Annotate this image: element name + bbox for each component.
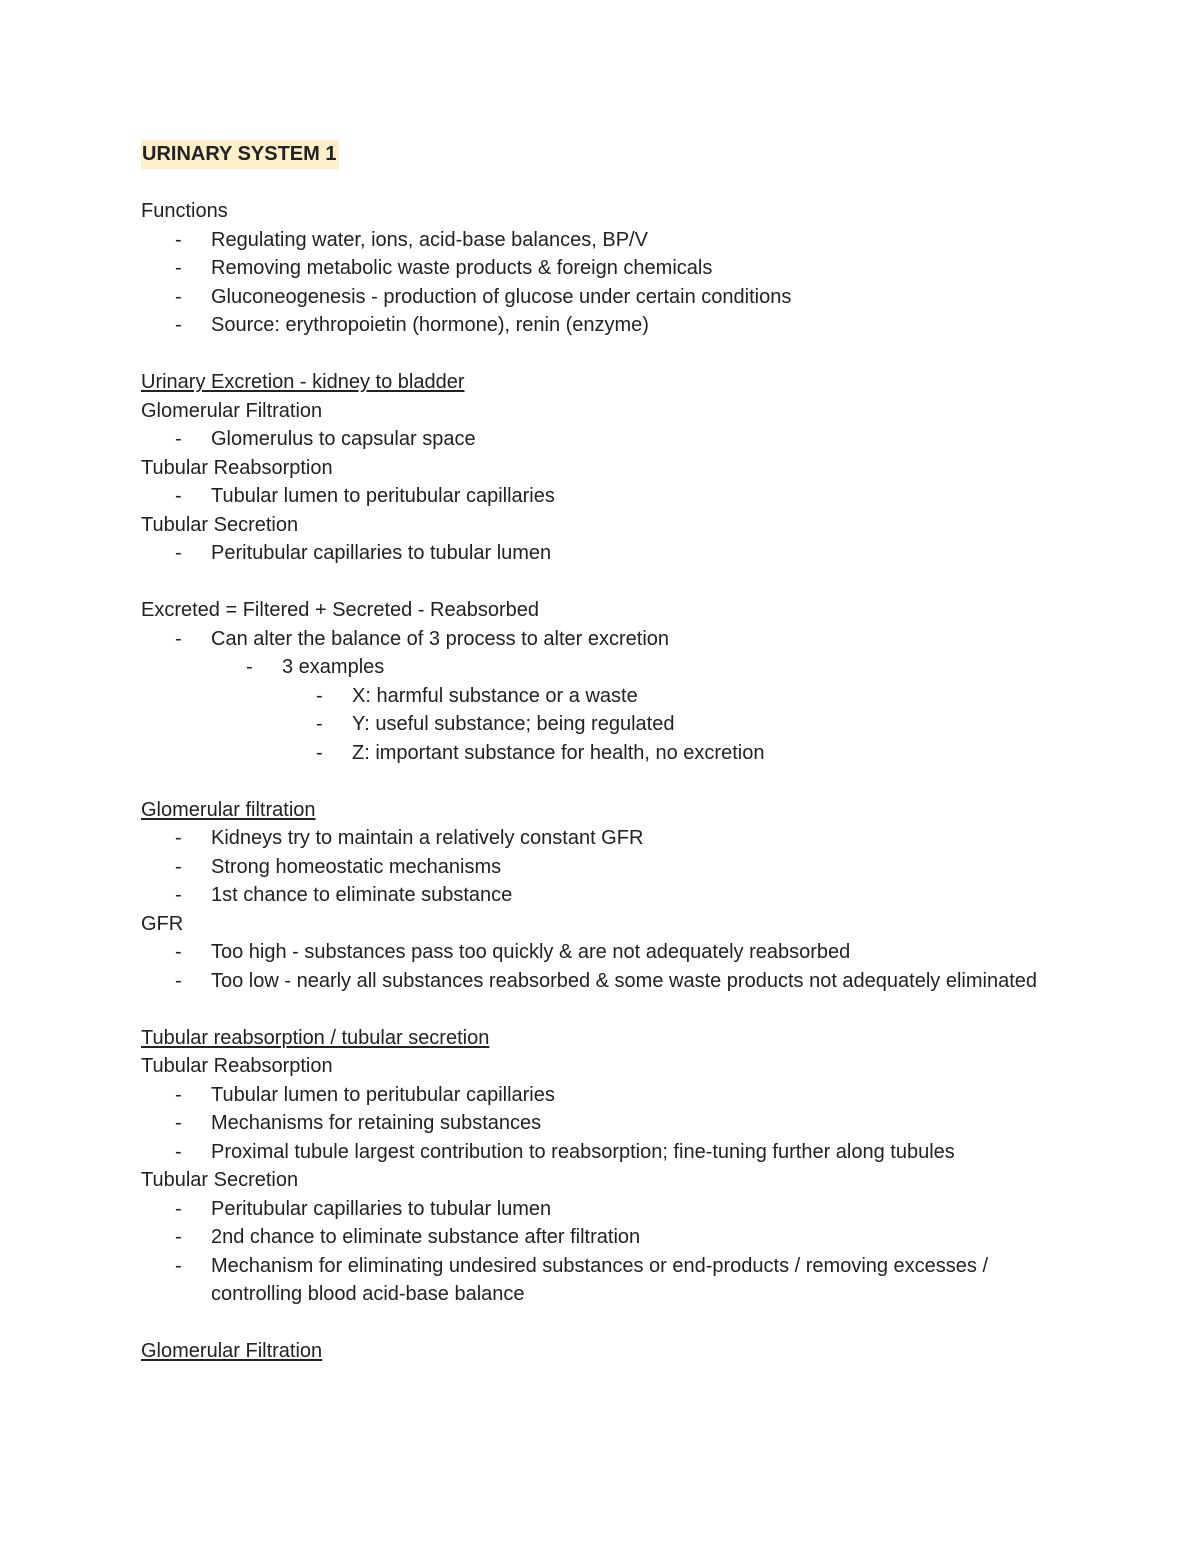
- spacer: [141, 1309, 1071, 1338]
- bullet-dash: -: [175, 1140, 182, 1163]
- list-item: - Tubular lumen to peritubular capillaries: [141, 1081, 1071, 1110]
- bullet-dash: -: [175, 627, 182, 650]
- list-item: - Gluconeogenesis - production of glucose under certain conditions: [141, 283, 1071, 312]
- spacer: [141, 767, 1071, 796]
- list-item: - Kidneys try to maintain a relatively constant GFR: [141, 824, 1071, 853]
- bullet-dash: -: [246, 656, 253, 678]
- bullet-dash: -: [175, 827, 182, 849]
- list-item: - Source: erythropoietin (hormone), renin (enzyme): [141, 311, 1071, 340]
- list-item: - Regulating water, ions, acid-base balances, BP/V: [141, 226, 1071, 255]
- bullet-dash: -: [175, 257, 182, 279]
- bullet-dash: -: [316, 684, 323, 707]
- subheading-gfr: GFR: [141, 912, 184, 935]
- section-heading-glomerular-filtration-2: Glomerular Filtration: [141, 1340, 323, 1362]
- list-item: - Strong homeostatic mechanisms: [141, 853, 1071, 882]
- subheading-glomerular-filtration: Glomerular Filtration: [141, 399, 323, 422]
- subheading-tubular-reabsorption: Tubular Reabsorption: [141, 456, 333, 479]
- bullet-dash: -: [175, 1197, 182, 1220]
- spacer: [141, 169, 1071, 198]
- list-item: - 2nd chance to eliminate substance after filtration: [141, 1223, 1071, 1252]
- spacer: [141, 568, 1071, 597]
- subheading-tubular-secretion: Tubular Secretion: [141, 1169, 299, 1191]
- list-item: - X: harmful substance or a waste: [141, 682, 1071, 711]
- list-item: - Too high - substances pass too quickly & are not adequately reabsorbed: [141, 938, 1071, 967]
- section-heading-tubular-reabsorption-secretion: Tubular reabsorption / tubular secretion: [141, 1026, 490, 1049]
- bullet-dash: -: [175, 1112, 182, 1134]
- title-line: [141, 140, 1071, 169]
- subheading-tubular-reabsorption: Tubular Reabsorption: [141, 1055, 333, 1077]
- list-item: - Glomerulus to capsular space: [141, 425, 1071, 454]
- document-page: [141, 140, 1071, 1366]
- bullet-dash: -: [175, 485, 182, 507]
- bullet-dash: -: [175, 941, 182, 963]
- bullet-dash: -: [175, 1254, 182, 1277]
- bullet-dash: -: [175, 969, 182, 992]
- list-item: - Peritubular capillaries to tubular lumen: [141, 539, 1071, 568]
- bullet-dash: -: [316, 741, 323, 764]
- section-heading-urinary-excretion: Urinary Excretion - kidney to bladder: [141, 371, 465, 393]
- bullet-dash: -: [175, 285, 182, 308]
- subheading-tubular-secretion: Tubular Secretion: [141, 513, 299, 536]
- list-item: - Proximal tubule largest contribution to reabsorption; fine-tuning further along tubules: [141, 1138, 1071, 1167]
- page-title: URINARY SYSTEM 1: [141, 140, 339, 169]
- bullet-dash: -: [175, 855, 182, 878]
- list-item: - Removing metabolic waste products & foreign chemicals: [141, 254, 1071, 283]
- spacer: [141, 340, 1071, 369]
- bullet-dash: -: [175, 428, 182, 450]
- list-item: - Z: important substance for health, no excretion: [141, 739, 1071, 768]
- list-item: - Mechanism for eliminating undesired substances or end-products / removing excesses / controlling blood acid-base balance: [141, 1252, 1071, 1309]
- bullet-dash: -: [175, 884, 182, 906]
- list-item: - Can alter the balance of 3 process to alter excretion: [141, 625, 1071, 654]
- list-item: - Peritubular capillaries to tubular lumen: [141, 1195, 1071, 1224]
- bullet-dash: -: [175, 542, 182, 564]
- excretion-equation: Excreted = Filtered + Secreted - Reabsorbed: [141, 599, 539, 621]
- section-heading-glomerular-filtration: Glomerular filtration: [141, 798, 316, 821]
- list-item: - Y: useful substance; being regulated: [141, 710, 1071, 739]
- bullet-dash: -: [175, 1083, 182, 1106]
- bullet-dash: -: [316, 713, 323, 735]
- list-item: - Mechanisms for retaining substances: [141, 1109, 1071, 1138]
- bullet-dash: -: [175, 314, 182, 336]
- list-item: - Too low - nearly all substances reabsorbed & some waste products not adequately eliminated: [141, 967, 1071, 996]
- section-heading-functions: Functions: [141, 200, 228, 222]
- list-item: - 1st chance to eliminate substance: [141, 881, 1071, 910]
- spacer: [141, 995, 1071, 1024]
- bullet-dash: -: [175, 1226, 182, 1248]
- bullet-dash: -: [175, 228, 182, 251]
- list-item: - 3 examples: [141, 653, 1071, 682]
- list-item: - Tubular lumen to peritubular capillaries: [141, 482, 1071, 511]
